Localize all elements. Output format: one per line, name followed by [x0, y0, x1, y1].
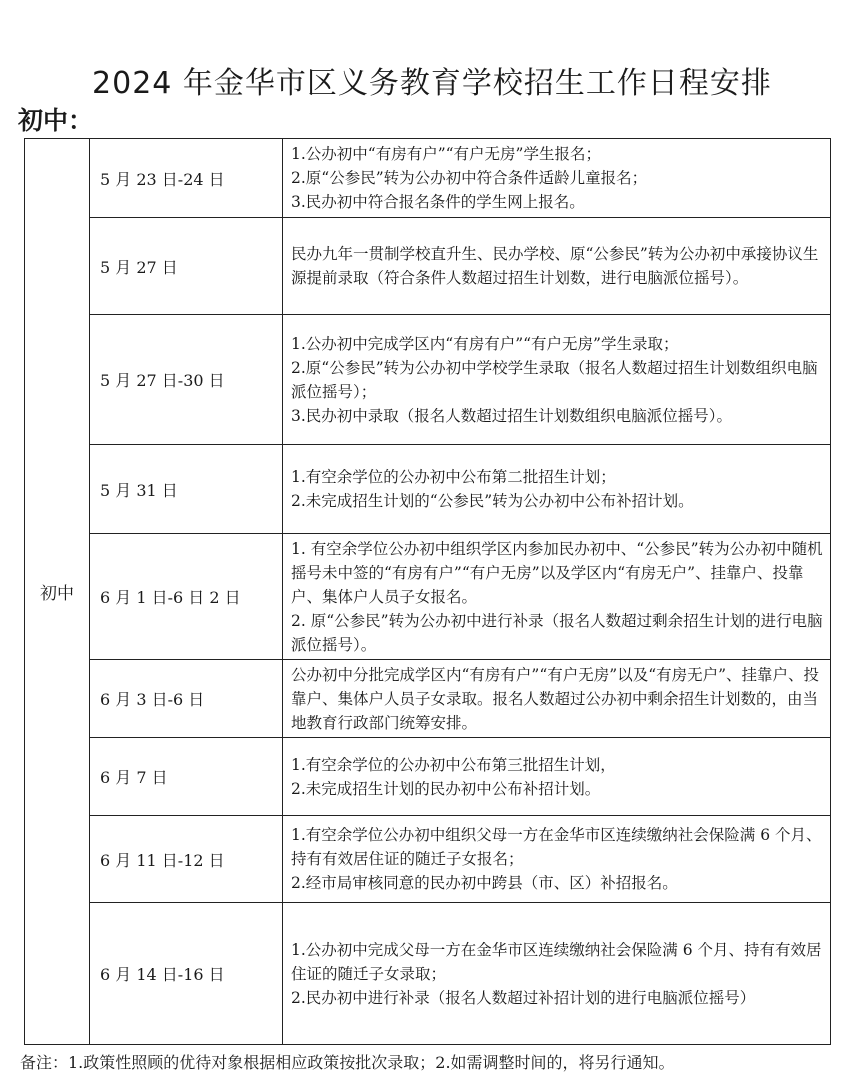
content-cell	[283, 738, 831, 816]
date-cell: 5 月 31 日	[90, 445, 283, 534]
date-cell: 6 月 3 日-6 日	[90, 660, 283, 738]
content-cell	[283, 315, 831, 445]
table-row	[25, 445, 831, 534]
content-line: 2.原“公参民”转为公办初中符合条件适龄儿童报名；	[291, 169, 648, 187]
table-row	[25, 315, 831, 445]
content-line: 2.经市局审核同意的民办初中跨县（市、区）补招报名。	[291, 874, 678, 892]
date-cell: 5 月 27 日	[90, 218, 283, 315]
section-heading: 初中：	[18, 106, 94, 135]
table-row	[25, 660, 831, 738]
content-line: 2.未完成招生计划的“公参民”转为公办初中公布补招计划。	[291, 492, 694, 510]
date-cell: 5 月 27 日-30 日	[90, 315, 283, 445]
date-cell: 6 月 14 日-16 日	[90, 903, 283, 1045]
content-cell	[283, 816, 831, 903]
content-line: 1.公办初中“有房有户”“有户无房”学生报名；	[291, 145, 601, 163]
content-cell	[283, 445, 831, 534]
content-cell	[283, 660, 831, 738]
content-line: 1.有空余学位公办初中组织父母一方在金华市区连续缴纳社会保险满 6 个月、持有有效居住证的随迁子女报名；	[291, 826, 822, 868]
content-line: 3.民办初中录取（报名人数超过招生计划数组织电脑派位摇号）。	[291, 406, 733, 425]
content-cell	[283, 534, 831, 660]
footnote: 备注：1.政策性照顾的优待对象根据相应政策按批次录取；2.如需调整时间的，将另行通知。	[20, 1053, 675, 1072]
content-cell	[283, 903, 831, 1045]
content-line: 3.民办初中符合报名条件的学生网上报名。	[291, 193, 585, 211]
table-row	[25, 218, 831, 315]
table-row	[25, 738, 831, 816]
level-cell: 初中	[25, 139, 90, 1045]
content-line: 民办九年一贯制学校直升生、民办学校、原“公参民”转为公办初中承接协议生源提前录取（符合条件人数超过招生计划数，进行电脑派位摇号）。	[291, 245, 819, 287]
date-cell: 5 月 23 日-24 日	[90, 139, 283, 218]
date-cell: 6 月 11 日-12 日	[90, 816, 283, 903]
content-cell	[283, 218, 831, 315]
schedule-table	[24, 138, 831, 1045]
content-line: 2. 原“公参民”转为公办初中进行补录（报名人数超过剩余招生计划的进行电脑派位摇号）。	[291, 611, 823, 654]
content-line: 1.有空余学位的公办初中公布第二批招生计划；	[291, 468, 616, 486]
date-cell: 6 月 7 日	[90, 738, 283, 816]
table-row	[25, 903, 831, 1045]
table-row	[25, 534, 831, 660]
content-line: 公办初中分批完成学区内“有房有户”“有户无房”以及“有房无户”、挂靠户、投靠户、集体户人员子女录取。报名人数超过公办初中剩余招生计划数的，由当地教育行政部门统筹安排。	[291, 665, 820, 732]
content-line: 1.有空余学位的公办初中公布第三批招生计划，	[291, 755, 616, 774]
content-line: 2.民办初中进行补录（报名人数超过补招计划的进行电脑派位摇号）	[291, 988, 756, 1007]
content-cell	[283, 139, 831, 218]
page-title: 2024 年金华市区义务教育学校招生工作日程安排	[92, 66, 772, 101]
content-line: 2.原“公参民”转为公办初中学校学生录取（报名人数超过招生计划数组织电脑派位摇号）；	[291, 358, 818, 401]
content-line: 1. 有空余学位公办初中组织学区内参加民办初中、“公参民”转为公办初中随机摇号未中签的“有房有户”“有户无房”以及学区内“有房无户”、挂靠户、投靠户、集体户人员子女报名。	[291, 539, 823, 606]
content-line: 1.公办初中完成父母一方在金华市区连续缴纳社会保险满 6 个月、持有有效居住证的随迁子女录取；	[291, 940, 822, 983]
table-row	[25, 816, 831, 903]
table-row	[25, 139, 831, 218]
content-line: 1.公办初中完成学区内“有房有户”“有户无房”学生录取；	[291, 334, 679, 353]
content-line: 2.未完成招生计划的民办初中公布补招计划。	[291, 779, 601, 798]
date-cell: 6 月 1 日-6 日 2 日	[90, 534, 283, 660]
